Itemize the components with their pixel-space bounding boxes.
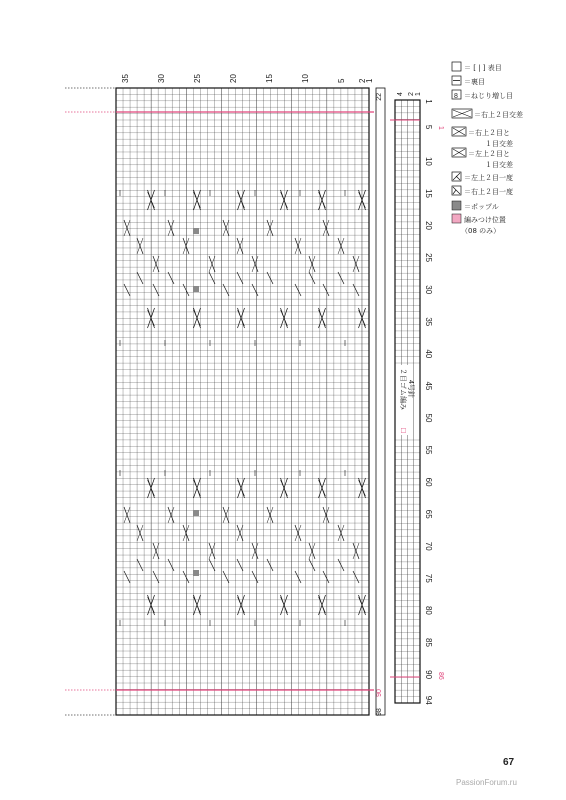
row-number: 5	[424, 124, 433, 130]
legend-text-bobble: ＝ポップル	[464, 203, 499, 211]
bobble-stitch	[193, 510, 199, 516]
diagonal-cross-mark	[353, 284, 359, 296]
diagonal-cross-mark	[168, 272, 174, 284]
column-numbers	[121, 74, 374, 83]
legend-text-left-2x1-cont: １目交差	[485, 161, 513, 169]
diagonal-cross-mark	[137, 559, 143, 571]
rib-col-1: 1	[415, 92, 422, 96]
col-number-25: 25	[193, 74, 202, 83]
cable-cross-mark	[281, 480, 288, 496]
legend-text-knit: ＝ [ | ] 表目	[464, 64, 502, 72]
cable-cross-mark	[194, 597, 201, 613]
legend-text-right-k2tog: ＝右上２目一度	[464, 188, 513, 196]
rib-col-4: 4	[397, 92, 404, 96]
cable-cross-mark	[281, 597, 288, 613]
row-numbers	[424, 99, 433, 705]
side-label-90: 90	[376, 689, 383, 697]
pink-row-label-1: 1	[437, 126, 444, 130]
cable-cross-mark	[281, 192, 288, 208]
diagonal-cross-mark	[252, 571, 258, 583]
cable-cross-mark	[238, 310, 245, 326]
legend-text-right-2x1: ＝右上２目と	[468, 129, 510, 137]
diagonal-cross-mark	[183, 284, 189, 296]
row-number: 10	[424, 156, 433, 166]
diagonal-cross-mark	[309, 559, 315, 571]
col-number-35: 35	[121, 74, 130, 83]
cable-cross-mark	[319, 480, 326, 496]
main-chart-grid	[116, 88, 369, 715]
col-number-10: 10	[301, 74, 310, 83]
legend-text-right-2x1-cont: １目交差	[485, 140, 513, 148]
row-number: 85	[424, 638, 433, 647]
row-number: 80	[424, 605, 433, 615]
row-number: 70	[424, 541, 433, 551]
legend-text-right-2x2: ＝右上２目交差	[474, 111, 523, 119]
side-label-22: 22	[376, 93, 383, 101]
rib-note-line2: 4号針	[407, 380, 414, 398]
knit-stitch-icon	[452, 62, 461, 71]
cable-cross-mark	[194, 310, 201, 326]
pink-row-label-86: 86	[437, 672, 444, 680]
col-number-20: 20	[229, 74, 238, 83]
diagonal-cross-mark	[237, 272, 243, 284]
rib-pink-mark: □	[399, 428, 408, 433]
pickup-position-icon	[452, 214, 461, 223]
row-number: 40	[424, 349, 433, 359]
diagonal-cross-mark	[295, 284, 301, 296]
row-number: 1	[424, 99, 433, 104]
separator-strip	[376, 88, 385, 715]
col-number-15: 15	[265, 74, 274, 83]
legend-text-pickup-note: （08 のみ）	[461, 227, 501, 235]
diagonal-cross-mark	[252, 284, 258, 296]
bobble-stitch	[193, 570, 199, 576]
diagonal-cross-mark	[323, 571, 329, 583]
row-number: 60	[424, 477, 433, 487]
diagonal-cross-mark	[223, 284, 229, 296]
cable-cross-mark	[319, 192, 326, 208]
cable-cross-mark	[194, 192, 201, 208]
diagonal-cross-mark	[309, 272, 315, 284]
rib-stitch-chart	[390, 100, 420, 703]
row-number: 25	[424, 253, 433, 263]
diagonal-cross-mark	[168, 559, 174, 571]
legend-text-left-2x1: ＝左上２目と	[468, 150, 510, 158]
twisted-increase-icon: 8	[454, 93, 458, 100]
row-number: 30	[424, 285, 433, 295]
rib-col-2: 2	[408, 92, 415, 96]
legend-text-increase: ＝ねじり増し目	[464, 92, 513, 100]
diagonal-cross-mark	[323, 284, 329, 296]
legend-text-pickup: 編みつけ位置	[464, 216, 506, 224]
row-number: 75	[424, 573, 433, 583]
diagonal-cross-mark	[183, 571, 189, 583]
diagonal-cross-mark	[124, 284, 130, 296]
col-number-30: 30	[157, 74, 166, 83]
diagonal-cross-mark	[209, 272, 215, 284]
diagonal-cross-mark	[353, 571, 359, 583]
legend-icons	[452, 62, 472, 223]
diagonal-cross-mark	[209, 559, 215, 571]
diagonal-cross-mark	[124, 571, 130, 583]
cable-cross-mark	[194, 480, 201, 496]
cable-cross-mark	[319, 597, 326, 613]
cable-cross-mark	[281, 310, 288, 326]
diagonal-cross-mark	[223, 571, 229, 583]
col-number-5: 5	[337, 78, 346, 83]
side-label-98: 98	[376, 708, 383, 716]
cable-cross-mark	[238, 192, 245, 208]
row-number: 20	[424, 221, 433, 230]
legend-text-left-k2tog: ＝左上２目一度	[464, 174, 513, 182]
diagonal-cross-mark	[267, 272, 273, 284]
bobble-stitch	[193, 286, 199, 292]
row-number: 55	[424, 445, 433, 455]
row-number: 50	[424, 413, 433, 423]
main-stitch-chart	[116, 88, 374, 715]
diagonal-cross-mark	[267, 559, 273, 571]
row-number: 90	[424, 670, 433, 680]
cable-cross-mark	[238, 480, 245, 496]
page-number: 67	[503, 757, 515, 768]
row-number: 45	[424, 381, 433, 391]
rib-note-line1: ２目ゴム編み	[399, 368, 406, 410]
bobble-stitch	[193, 228, 199, 234]
diagonal-cross-mark	[237, 559, 243, 571]
row-number: 94	[424, 695, 433, 705]
col-number-2: 2	[358, 78, 367, 83]
cable-cross-mark	[319, 310, 326, 326]
col-number-1: 1	[365, 78, 374, 83]
diagonal-cross-mark	[137, 272, 143, 284]
bobble-icon	[452, 201, 461, 210]
symbol-legend	[452, 62, 523, 235]
legend-text-purl: ＝裏目	[464, 78, 485, 86]
row-number: 35	[424, 317, 433, 327]
diagonal-cross-mark	[295, 571, 301, 583]
cable-cross-mark	[238, 597, 245, 613]
row-number: 15	[424, 189, 433, 198]
row-number: 65	[424, 509, 433, 519]
site-watermark: PassionForum.ru	[456, 778, 517, 787]
